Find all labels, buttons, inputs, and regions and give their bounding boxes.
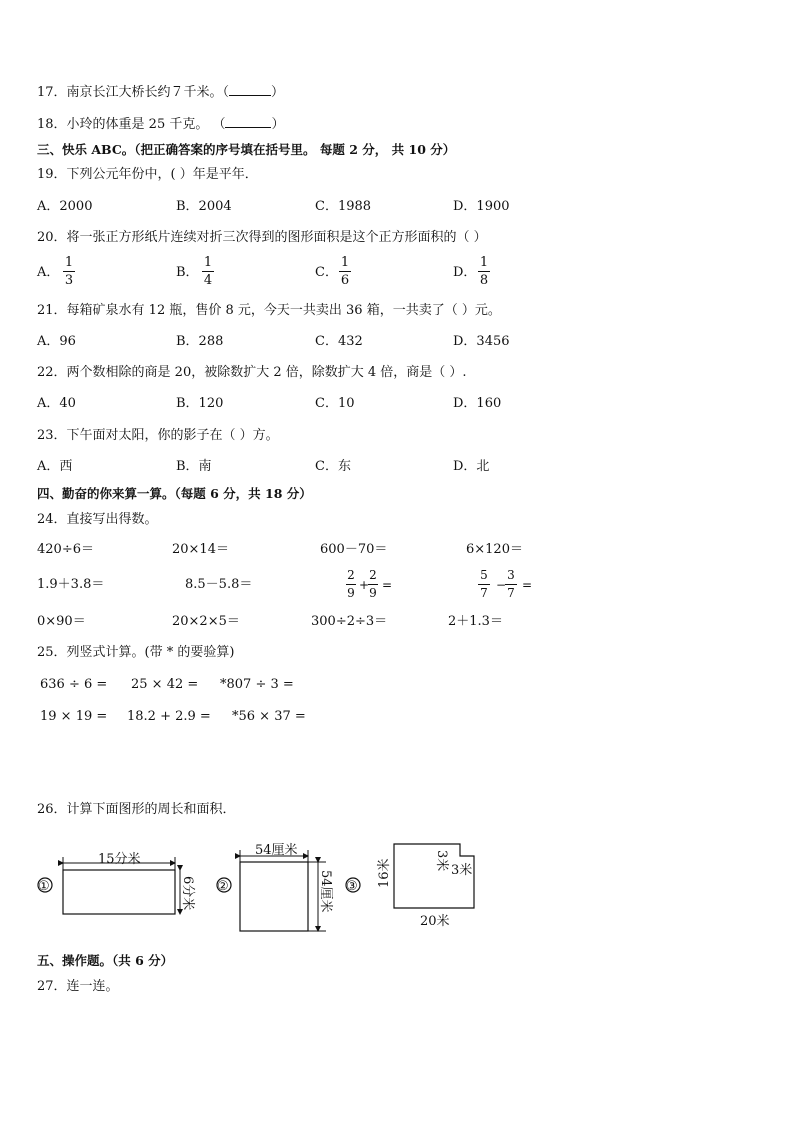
- q20-option-a-label[interactable]: A．: [37, 265, 60, 280]
- question-18-text: 18．小玲的体重是 25 千克。 （: [37, 117, 226, 132]
- q19-option-c[interactable]: C．1988: [315, 199, 372, 214]
- figure-1-width-label: 15分米: [98, 852, 141, 867]
- q20-option-d-fraction: 1 8: [479, 255, 489, 288]
- fraction-2-9: 2 9: [369, 568, 377, 600]
- figure-3-notch-height-label: 3米: [434, 850, 449, 872]
- q20-option-d-label[interactable]: D．: [453, 265, 477, 280]
- answer-blank[interactable]: [229, 84, 271, 96]
- fraction-3-7: 3 7: [505, 568, 517, 601]
- q20-option-b-label[interactable]: B．: [176, 265, 199, 280]
- calc-item: 2＋1.3＝: [448, 614, 503, 629]
- calc-item: *56 × 37 =: [232, 709, 306, 724]
- q22-option-d[interactable]: D．160: [453, 396, 502, 411]
- section-3-heading: 三、快乐 ABC。（把正确答案的序号填在括号里。 每题 2 分， 共 10 分）: [37, 142, 456, 157]
- question-21-stem: 21．每箱矿泉水有 12 瓶，售价 8 元，今天一共卖出 36 箱，一共卖了（ ）元。: [37, 303, 501, 318]
- calc-item: 1.9＋3.8＝: [37, 577, 105, 592]
- question-25-stem: 25．列竖式计算。(带 * 的要验算): [37, 645, 235, 660]
- calc-item: 20×2×5＝: [172, 614, 240, 629]
- calc-item: 300÷2÷3＝: [311, 614, 388, 629]
- q20-option-b-fraction: 1 4: [203, 255, 213, 288]
- figure-2-width-label: 54厘米: [255, 843, 298, 858]
- question-26-stem: 26．计算下面图形的周长和面积．: [37, 802, 236, 817]
- q19-option-d[interactable]: D．1900: [453, 199, 510, 214]
- question-22-stem: 22．两个数相除的商是 20，被除数扩大 2 倍，除数扩大 4 倍，商是（ ）.: [37, 365, 467, 380]
- q19-option-a[interactable]: A．2000: [37, 199, 93, 214]
- q21-option-d[interactable]: D．3456: [453, 334, 510, 349]
- figure-2-number: ②: [217, 879, 229, 894]
- q21-option-a[interactable]: A．96: [37, 334, 76, 349]
- q20-option-c-fraction: 1 6: [340, 255, 350, 288]
- section-5-heading: 五、操作题。（共 6 分）: [37, 953, 174, 968]
- figure-3-number: ③: [346, 879, 358, 894]
- q23-option-b[interactable]: B．南: [176, 459, 212, 474]
- calc-item: 19 × 19 =: [40, 709, 108, 724]
- fraction-5-7: 5 7: [478, 568, 490, 601]
- question-24-stem: 24．直接写出得数。: [37, 512, 158, 527]
- figure-1-rectangle: [63, 870, 175, 914]
- question-23-stem: 23．下午面对太阳，你的影子在（ ）方。: [37, 428, 279, 443]
- minus-sign: −: [496, 578, 507, 592]
- calc-item: 18.2 + 2.9 =: [127, 709, 211, 724]
- q23-option-d[interactable]: D．北: [453, 459, 490, 474]
- q21-option-c[interactable]: C．432: [315, 334, 363, 349]
- q23-option-a[interactable]: A．西: [37, 459, 73, 474]
- answer-blank[interactable]: [225, 116, 271, 128]
- calc-item: 420÷6＝: [37, 542, 94, 557]
- calc-item: 0×90＝: [37, 614, 86, 629]
- q23-option-c[interactable]: C．东: [315, 459, 351, 474]
- calc-item: *807 ÷ 3 =: [220, 677, 294, 692]
- equals-sign: =: [382, 578, 393, 592]
- figure-3-width-label: 20米: [420, 914, 450, 929]
- geometry-figures: [0, 830, 794, 970]
- figure-1-height-label: 6分米: [180, 876, 195, 911]
- calc-item: 600－70＝: [320, 542, 388, 557]
- question-19-stem: 19．下列公元年份中，( ）年是平年．: [37, 167, 258, 182]
- calc-item: 8.5－5.8＝: [185, 577, 253, 592]
- q19-option-b[interactable]: B．2004: [176, 199, 232, 214]
- figure-2-square: [240, 862, 308, 931]
- plus-sign: +: [359, 578, 370, 592]
- calc-item: 20×14＝: [172, 542, 229, 557]
- figure-1-number: ①: [38, 879, 50, 894]
- q22-option-b[interactable]: B．120: [176, 396, 224, 411]
- q22-option-c[interactable]: C．10: [315, 396, 355, 411]
- section-4-heading: 四、勤奋的你来算一算。（每题 6 分，共 18 分）: [37, 486, 312, 501]
- q20-option-a-fraction: 1 3: [64, 255, 74, 288]
- calc-item: 25 × 42 =: [131, 677, 199, 692]
- question-27: 27．连一连。: [37, 979, 119, 994]
- q22-option-a[interactable]: A．40: [37, 396, 76, 411]
- question-18: 18．小玲的体重是 25 千克。 （ ）: [37, 117, 285, 132]
- question-20-stem: 20．将一张正方形纸片连续对折三次得到的图形面积是这个正方形面积的（ ）: [37, 230, 487, 245]
- calc-item: 6×120＝: [466, 542, 523, 557]
- figure-3-notch-width-label: 3米: [451, 863, 473, 878]
- figure-2-height-label: 54厘米: [318, 870, 333, 913]
- equals-sign: =: [522, 578, 533, 592]
- question-17-text: 17．南京长江大桥长约７千米。（: [37, 85, 230, 100]
- fraction-2-9: 2 9: [347, 568, 355, 600]
- question-17: 17．南京长江大桥长约７千米。（ ）: [37, 85, 285, 100]
- calc-item: 636 ÷ 6 =: [40, 677, 108, 692]
- q20-option-c-label[interactable]: C．: [315, 265, 338, 280]
- q21-option-b[interactable]: B．288: [176, 334, 224, 349]
- figure-3-height-label: 16米: [377, 858, 392, 888]
